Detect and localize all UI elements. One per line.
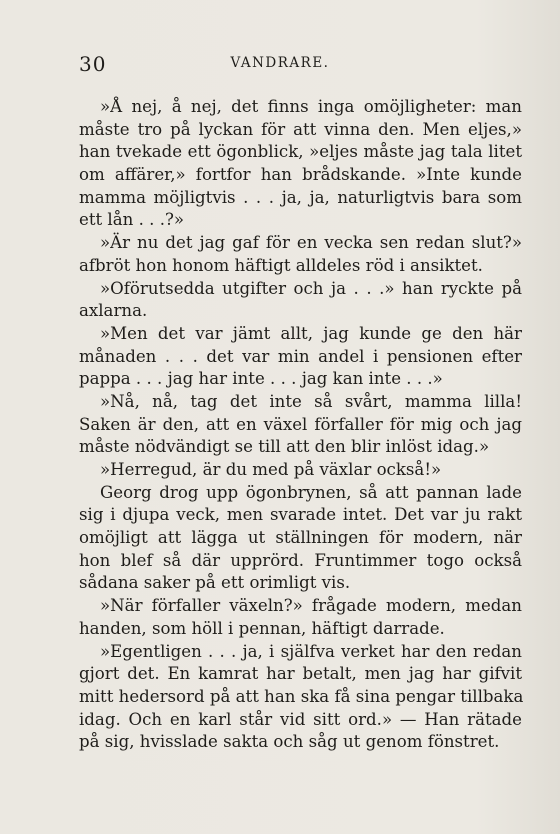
text-line: mamma möjligtvis . . . ja, ja, naturligtvis bara som [79,187,522,207]
running-title: VANDRARE. [230,55,330,71]
text-line: mitt hedersord på att han ska få sina pengar tillbaka [79,686,524,706]
text-line: gjort det. En kamrat har betalt, men jag har gifvit [79,664,522,684]
text-line: ett lån . . .?» [79,210,185,230]
text-line: måste tro på lyckan för att vinna den. Men eljes,» [79,119,522,139]
text-line: »Nå, nå, tag det inte så svårt, mamma lilla! [100,391,522,411]
body-text [79,96,522,754]
text-line: Georg drog upp ögonbrynen, så att pannan lade [100,482,522,502]
text-line: »Egentligen . . . ja, i själfva verket har den redan [100,641,522,661]
text-line: pappa . . . jag har inte . . . jag kan inte . . .» [79,369,443,389]
text-line: »Å nej, å nej, det finns inga omöjligheter: man [100,97,522,116]
text-line: »Är nu det jag gaf för en vecka sen redan slut?» [100,233,522,253]
text-line: »När förfaller växeln?» frågade modern, medan [100,596,522,616]
text-line: handen, som höll i pennan, häftigt darrade. [79,618,445,638]
text-line: afbröt hon honom häftigt alldeles röd i ansiktet. [79,255,483,275]
text-line: axlarna. [79,301,148,321]
text-line: hon blef så där upprörd. Fruntimmer togo också [79,550,522,570]
text-line: om affärer,» fortfor han brådskande. »Inte kunde [79,165,522,185]
text-line: sig i djupa veck, men svarade intet. Det var ju rakt [79,505,522,525]
running-head [0,52,560,76]
text-line: Saken är den, att en växel förfaller för mig och jag [79,414,522,434]
text-line: på sig, hvisslade sakta och såg ut genom fönstret. [79,732,500,752]
text-line: idag. Och en karl står vid sitt ord.» — Han rätade [79,709,522,729]
text-line: månaden . . . det var min andel i pensionen efter [79,346,522,366]
text-line: måste nödvändigt se till att den blir inlöst idag.» [79,437,490,457]
text-line: sådana saker på ett orimligt vis. [79,573,351,593]
page-number: 30 [79,52,107,76]
text-line: »Herregud, är du med på växlar också!» [100,460,442,479]
text-line: »Men det var jämt allt, jag kunde ge den här [100,323,522,343]
text-line: »Oförutsedda utgifter och ja . . .» han ryckte på [100,278,522,298]
text-line: omöjligt att lägga ut ställningen för modern, när [79,528,522,548]
text-line: han tvekade ett ögonblick, »eljes måste jag tala litet [79,142,522,162]
